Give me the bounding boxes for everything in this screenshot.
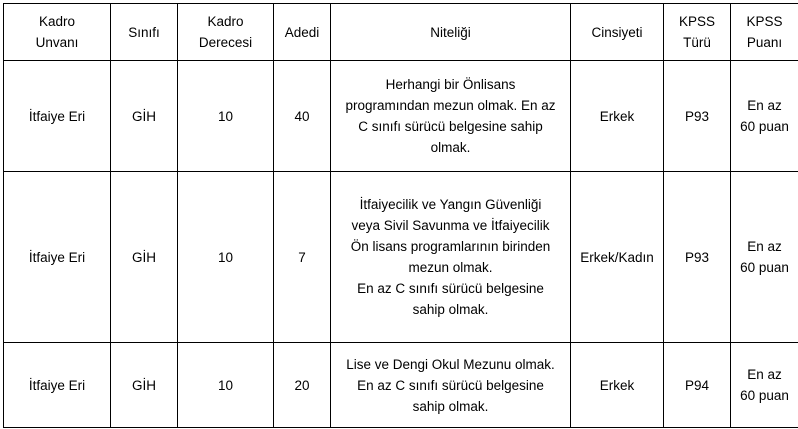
table-row xyxy=(4,343,798,428)
header-sinifi: Sınıfı xyxy=(111,4,178,61)
cell-kpss-turu: P93 xyxy=(664,61,731,172)
cell-adet: 7 xyxy=(274,172,331,343)
recruitment-table xyxy=(3,3,798,428)
cell-cinsiyet: Erkek xyxy=(571,61,664,172)
cell-sinif: GİH xyxy=(111,343,178,428)
cell-kpss-puani: En az 60 puan xyxy=(731,172,798,343)
cell-kpss-puani: En az 60 puan xyxy=(731,61,798,172)
cell-kpss-turu: P93 xyxy=(664,172,731,343)
cell-cinsiyet: Erkek/Kadın xyxy=(571,172,664,343)
cell-derece: 10 xyxy=(178,61,274,172)
cell-cinsiyet: Erkek xyxy=(571,343,664,428)
cell-sinif: GİH xyxy=(111,172,178,343)
header-adedi: Adedi xyxy=(274,4,331,61)
cell-unvan: İtfaiye Eri xyxy=(4,61,111,172)
table-row xyxy=(4,61,798,172)
cell-derece: 10 xyxy=(178,172,274,343)
header-niteligi: Niteliği xyxy=(331,4,571,61)
cell-unvan: İtfaiye Eri xyxy=(4,172,111,343)
table-row xyxy=(4,172,798,343)
cell-adet: 20 xyxy=(274,343,331,428)
header-kadro-derecesi: Kadro Derecesi xyxy=(178,4,274,61)
header-cinsiyeti: Cinsiyeti xyxy=(571,4,664,61)
header-row xyxy=(4,4,798,61)
cell-kpss-turu: P94 xyxy=(664,343,731,428)
cell-adet: 40 xyxy=(274,61,331,172)
cell-kpss-puani: En az 60 puan xyxy=(731,343,798,428)
cell-nitelik: Herhangi bir Önlisans programından mezun olmak. En az C sınıfı sürücü belgesine sahip olmak. xyxy=(331,61,571,172)
cell-nitelik: İtfaiyecilik ve Yangın Güvenliği veya Sivil Savunma ve İtfaiyecilik Ön lisans programlarının birinden mezun olmak. En az C sınıfı sürücü belgesine sahip olmak. xyxy=(331,172,571,343)
header-kpss-puani: KPSS Puanı xyxy=(731,4,798,61)
cell-unvan: İtfaiye Eri xyxy=(4,343,111,428)
cell-derece: 10 xyxy=(178,343,274,428)
cell-sinif: GİH xyxy=(111,61,178,172)
header-kpss-turu: KPSS Türü xyxy=(664,4,731,61)
header-kadro-unvani: Kadro Unvanı xyxy=(4,4,111,61)
cell-nitelik: Lise ve Dengi Okul Mezunu olmak. En az C sınıfı sürücü belgesine sahip olmak. xyxy=(331,343,571,428)
